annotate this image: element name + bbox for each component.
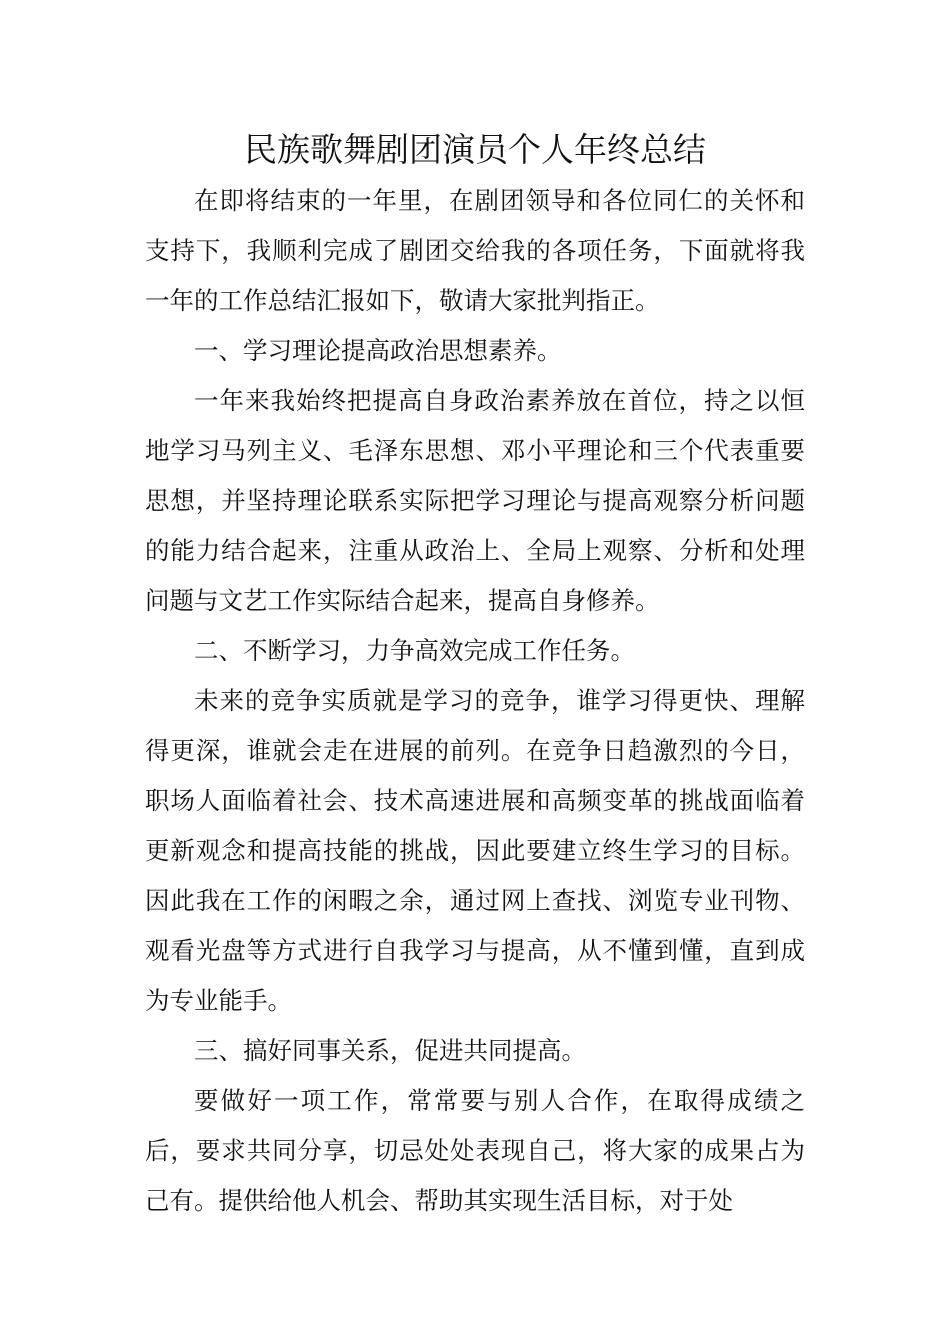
document-body — [145, 176, 805, 1226]
section-heading-1: 一、学习理论提高政治思想素养。 — [194, 336, 562, 365]
section-2-paragraph: 未来的竞争实质就是学习的竞争，谁学习得更快、理解得更深，谁就会走在进展的前列。在竞争日趋激烈的今日，职场人面临着社会、技术高速进展和高频变革的挑战面临着更新观念和提高技能的挑战，因此要建立终生学习的目标。因此我在工作的闲暇之余，通过网上查找、浏览专业刊物、观看光盘等方式进行自我学习与提高，从不懂到懂，直到成为专业能手。 — [145, 686, 805, 1015]
intro-paragraph: 在即将结束的一年里，在剧团领导和各位同仁的关怀和支持下，我顺利完成了剧团交给我的各项任务，下面就将我一年的工作总结汇报如下，敬请大家批判指正。 — [145, 186, 805, 315]
section-3-paragraph: 要做好一项工作，常常要与别人合作，在取得成绩之后，要求共同分享，切忌处处表现自己，将大家的成果占为己有。提供给他人机会、帮助其实现生活目标，对于处 — [145, 1086, 805, 1215]
section-heading-2: 二、不断学习，力争高效完成工作任务。 — [194, 636, 635, 665]
document-title: 民族歌舞剧团演员个人年终总结 — [244, 130, 706, 169]
section-heading-3: 三、搞好同事关系，促进共同提高。 — [194, 1036, 586, 1065]
section-1-paragraph: 一年来我始终把提高自身政治素养放在首位，持之以恒地学习马列主义、毛泽东思想、邓小平理论和三个代表重要思想，并坚持理论联系实际把学习理论与提高观察分析问题的能力结合起来，注重从政治上、全局上观察、分析和处理问题与文艺工作实际结合起来，提高自身修养。 — [145, 386, 805, 615]
